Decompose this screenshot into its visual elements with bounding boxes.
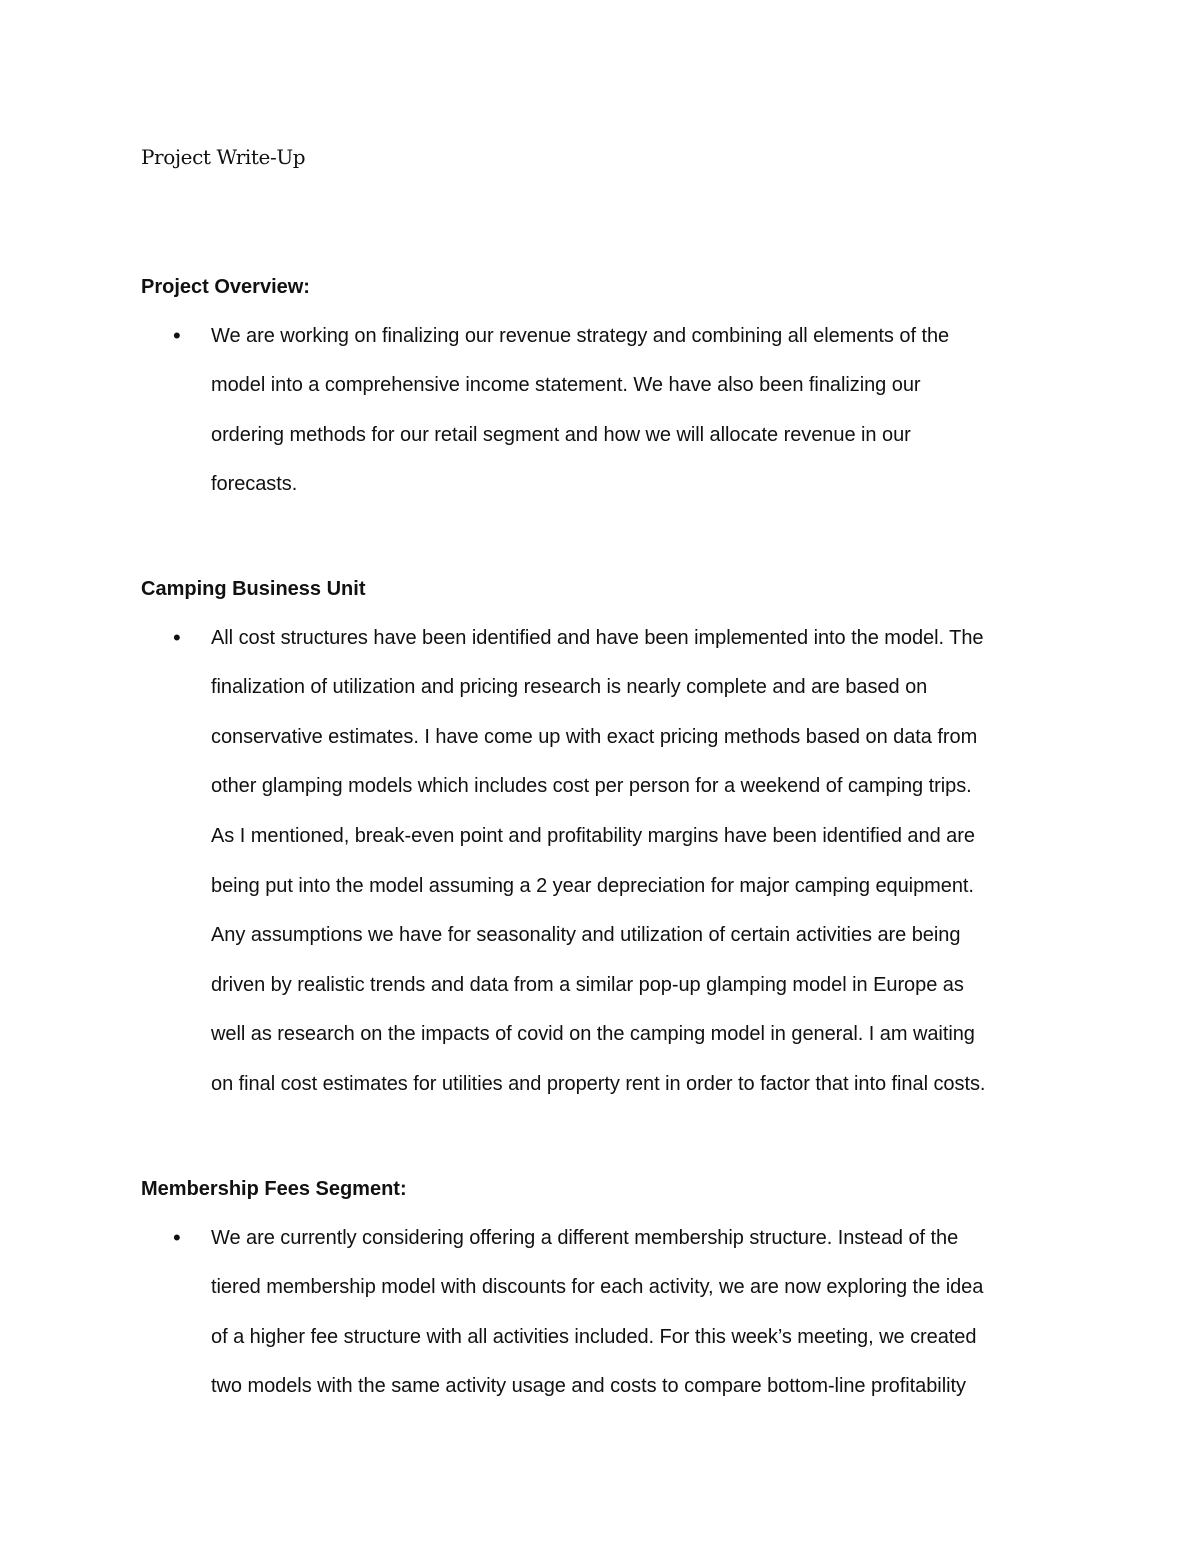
bullet-point-icon: • [173, 323, 181, 348]
paragraph-line: model into a comprehensive income statement. We have also been finalizing our [211, 374, 921, 396]
paragraph-line: well as research on the impacts of covid on the camping model in general. I am waiting [211, 1023, 975, 1045]
section-heading-camping-business-unit: Camping Business Unit [141, 578, 366, 600]
paragraph-line: driven by realistic trends and data from a similar pop-up glamping model in Europe as [211, 974, 964, 996]
bullet-point-icon: • [173, 625, 181, 650]
paragraph-line: forecasts. [211, 473, 298, 495]
paragraph-line: conservative estimates. I have come up with exact pricing methods based on data from [211, 726, 978, 748]
paragraph-line: As I mentioned, break-even point and profitability margins have been identified and are [211, 825, 975, 847]
section-heading-project-overview: Project Overview: [141, 276, 310, 298]
paragraph-line: two models with the same activity usage and costs to compare bottom-line profitability [211, 1375, 966, 1397]
paragraph-line: other glamping models which includes cost per person for a weekend of camping trips. [211, 775, 972, 797]
document-title: Project Write-Up [141, 145, 306, 169]
paragraph-line: being put into the model assuming a 2 year depreciation for major camping equipment. [211, 875, 974, 897]
paragraph-line: All cost structures have been identified and have been implemented into the model. The [211, 627, 984, 649]
paragraph-line: on final cost estimates for utilities and property rent in order to factor that into final costs. [211, 1073, 986, 1095]
paragraph-line: finalization of utilization and pricing research is nearly complete and are based on [211, 676, 928, 698]
paragraph-line: We are currently considering offering a different membership structure. Instead of the [211, 1227, 959, 1249]
paragraph-line: tiered membership model with discounts for each activity, we are now exploring the idea [211, 1276, 984, 1298]
paragraph-line: Any assumptions we have for seasonality and utilization of certain activities are being [211, 924, 961, 946]
section-heading-membership-fees-segment: Membership Fees Segment: [141, 1178, 407, 1200]
paragraph-line: ordering methods for our retail segment and how we will allocate revenue in our [211, 424, 911, 446]
paragraph-line: We are working on finalizing our revenue strategy and combining all elements of the [211, 325, 950, 347]
bullet-point-icon: • [173, 1225, 181, 1250]
paragraph-line: of a higher fee structure with all activities included. For this week’s meeting, we created [211, 1326, 977, 1348]
